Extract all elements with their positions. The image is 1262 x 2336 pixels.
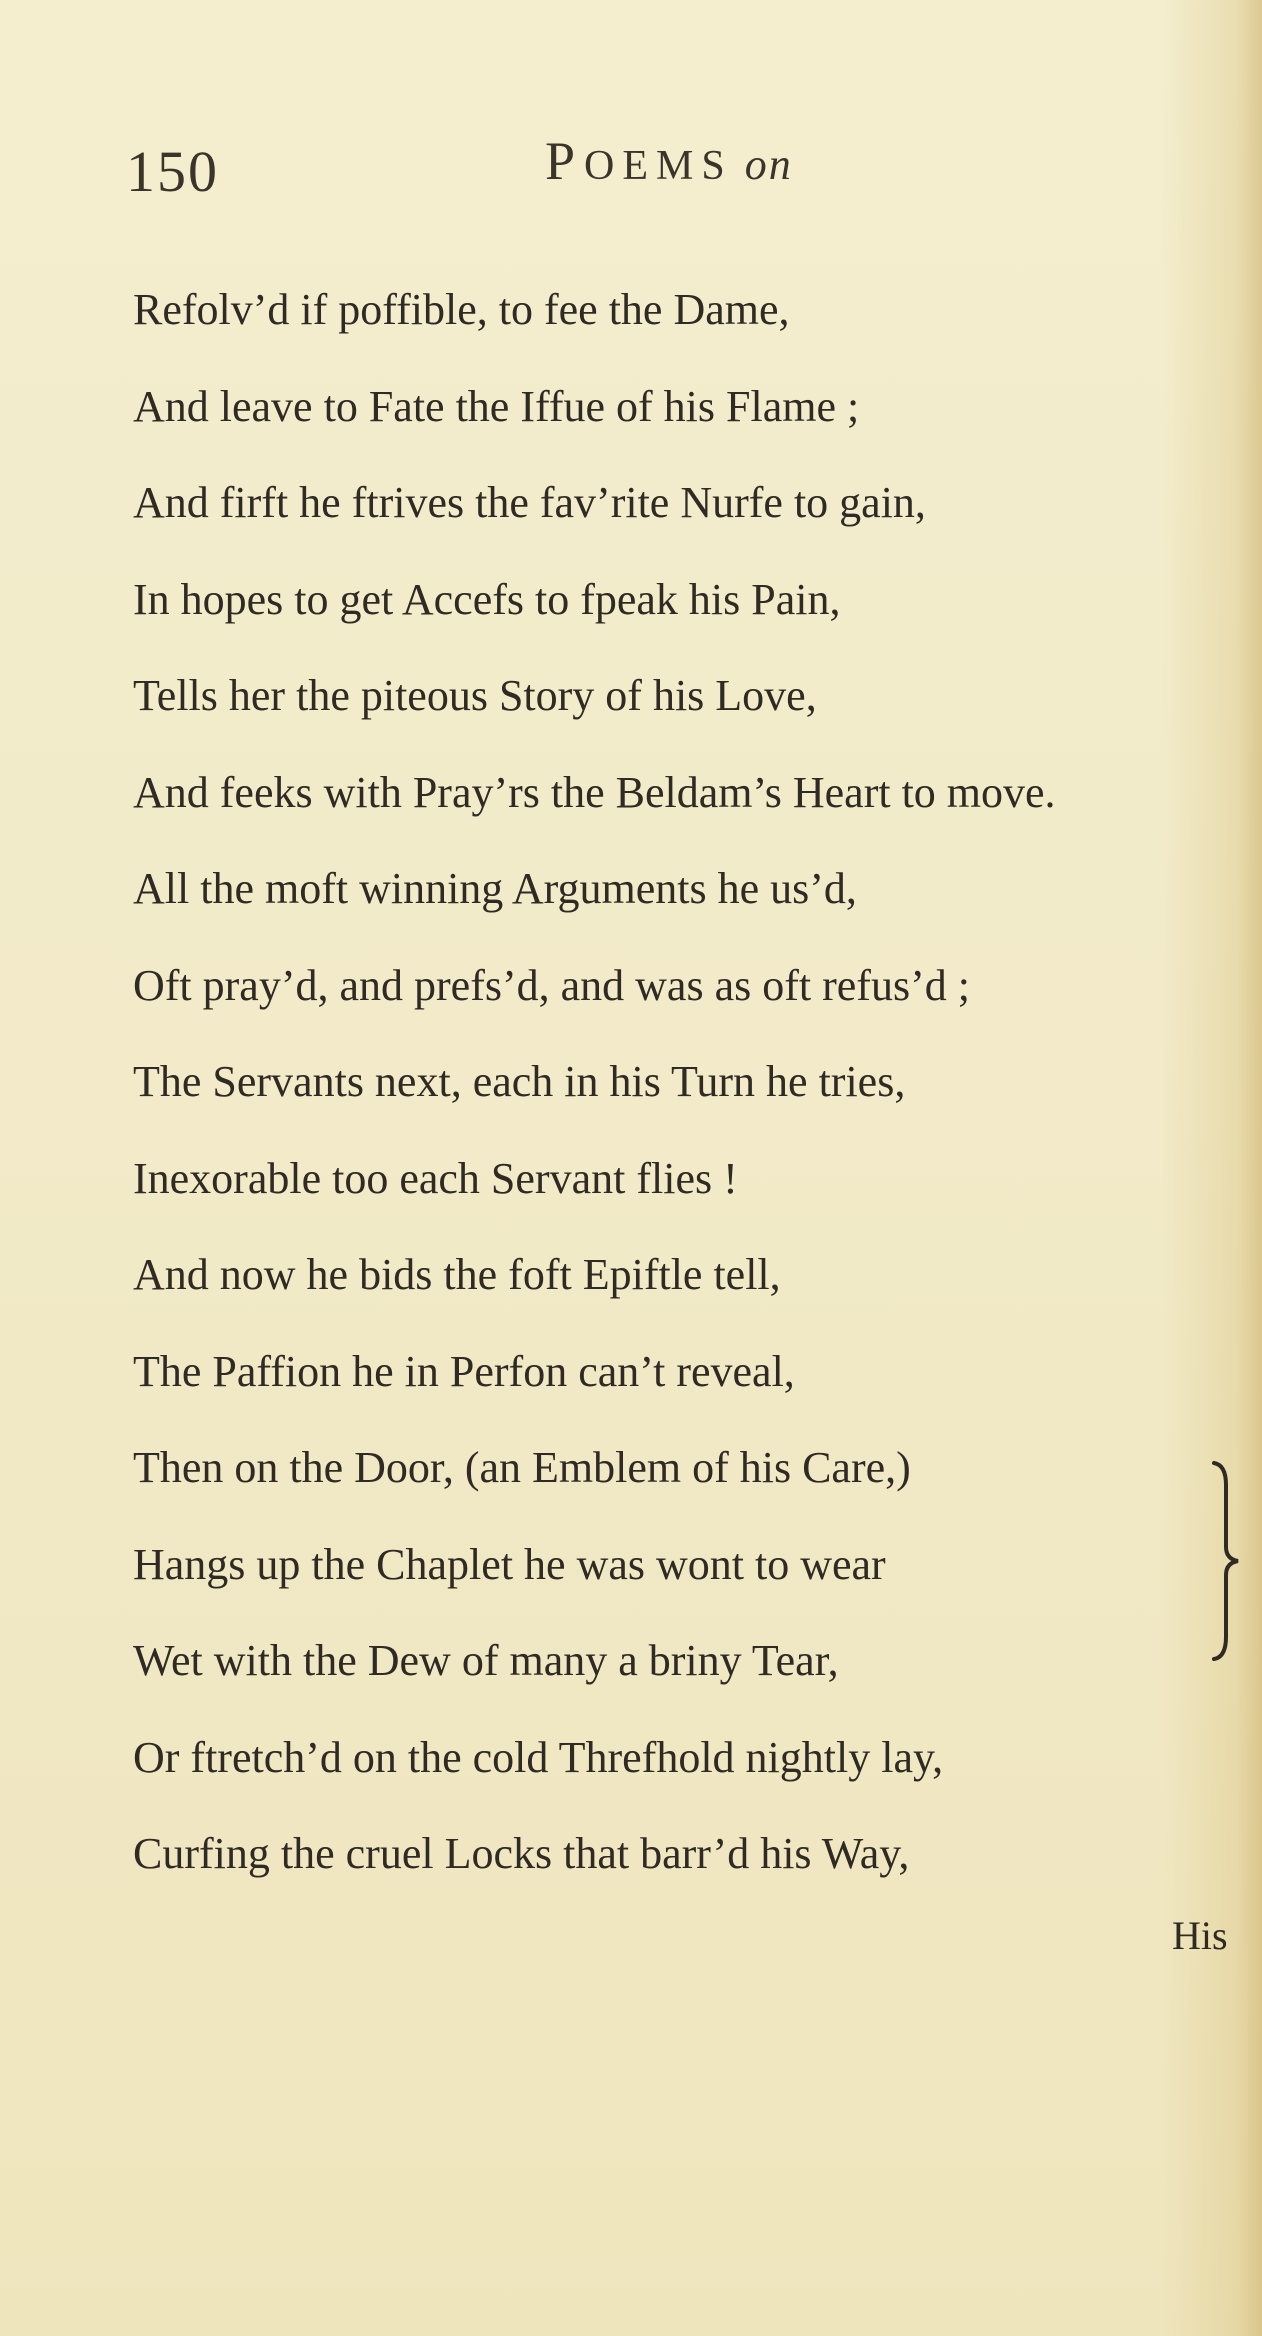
poem-line: Hangs up the Chaplet he was wont to wear xyxy=(133,1539,886,1589)
poem-line: Refolv’d if poffible, to fee the Dame, xyxy=(133,285,790,334)
running-head xyxy=(545,130,793,192)
page-number: 150 xyxy=(126,139,219,204)
running-head-italic: on xyxy=(744,140,793,189)
poem-line: And leave to Fate the Iffue of his Flame ; xyxy=(133,381,860,431)
poem-line: And now he bids the foft Epiftle tell, xyxy=(133,1250,781,1299)
poem-line: And feeks with Pray’rs the Beldam’s Heart to move. xyxy=(133,767,1056,817)
page-header xyxy=(0,118,1262,204)
triplet-brace xyxy=(1208,1455,1248,1665)
running-head-small-caps: OEMS xyxy=(584,143,733,189)
poem-line: And firft he ftrives the fav’rite Nurfe to gain, xyxy=(133,478,926,527)
poem-line: Inexorable too each Servant flies ! xyxy=(133,1153,738,1203)
poem-line: Tells her the piteous Story of his Love, xyxy=(133,671,817,720)
poem-line: Wet with the Dew of many a briny Tear, xyxy=(133,1636,839,1685)
running-head-cap: P xyxy=(545,131,585,191)
poem-line: Or ftretch’d on the cold Threfhold nightly lay, xyxy=(133,1732,944,1782)
catchword: His xyxy=(1172,1913,1228,1958)
poem-line: Oft pray’d, and prefs’d, and was as oft refus’d ; xyxy=(133,960,970,1010)
poem-line: All the moft winning Arguments he us’d, xyxy=(133,864,857,913)
poem-line: The Servants next, each in his Turn he tries, xyxy=(133,1057,906,1106)
poem-line: In hopes to get Accefs to fpeak his Pain, xyxy=(133,574,841,624)
poem-line: Curfing the cruel Locks that barr’d his Way, xyxy=(133,1829,910,1878)
poem-line: Then on the Door, (an Emblem of his Care,) xyxy=(133,1443,911,1492)
poem-line: The Paffion he in Perfon can’t reveal, xyxy=(133,1346,795,1396)
poem-text xyxy=(133,262,1233,1903)
